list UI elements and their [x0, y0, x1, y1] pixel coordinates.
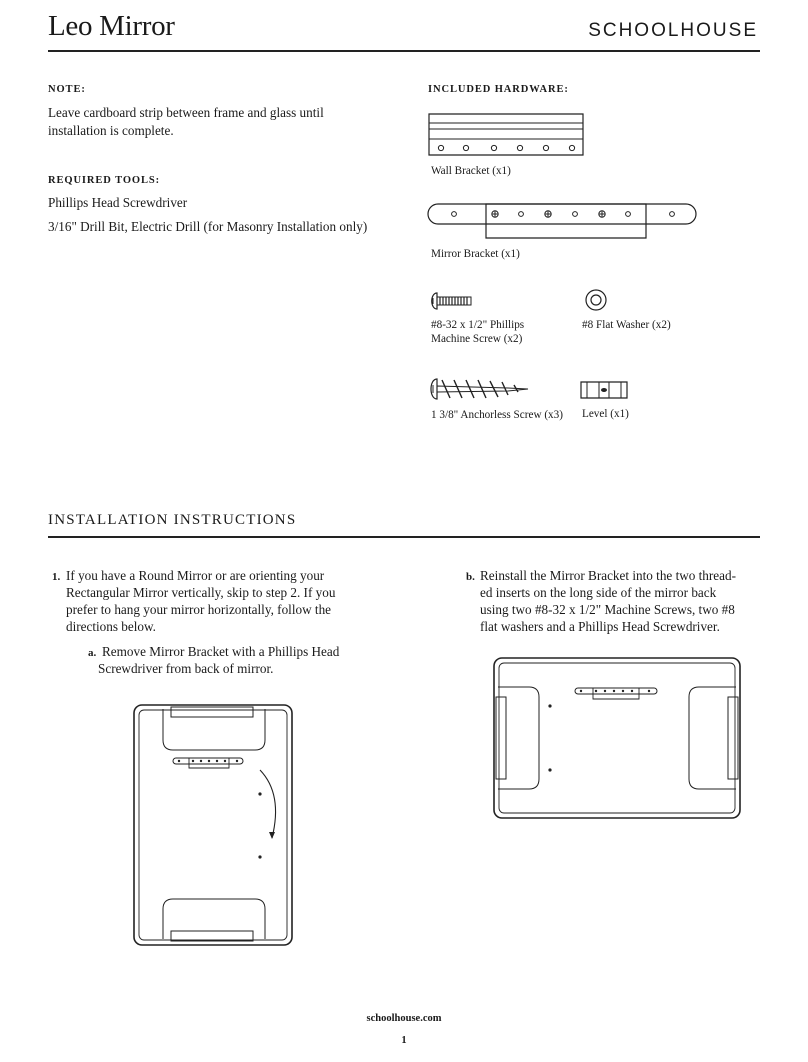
machine-screw-caption-line1: #8-32 x 1/2" Phillips — [431, 319, 525, 331]
anchorless-screw-icon — [428, 376, 534, 404]
flat-washer-icon — [585, 289, 609, 313]
instructions-divider — [48, 536, 760, 538]
step-b-number: b. — [466, 571, 475, 583]
flat-washer-caption: #8 Flat Washer (x2) — [582, 319, 671, 331]
horizontal-mirror-back-illustration — [493, 657, 743, 823]
step1-line3: prefer to hang your mirror horizontally, follow the — [66, 602, 332, 617]
mirror-bracket-illustration — [428, 200, 700, 240]
step-a-line2: Screwdriver from back of mirror. — [98, 661, 274, 676]
footer-url[interactable]: schoolhouse.com — [366, 1013, 442, 1024]
level-icon — [580, 381, 630, 401]
tool-drill: 3/16" Drill Bit, Electric Drill (for Masonry Installation only) — [48, 219, 368, 234]
machine-screw-caption-line2: Machine Screw (x2) — [431, 333, 523, 345]
mirror-bracket-caption: Mirror Bracket (x1) — [431, 248, 520, 260]
step-a-number: a. — [88, 647, 97, 659]
anchorless-screw-caption: 1 3/8" Anchorless Screw (x3) — [431, 409, 563, 421]
step-b-line2: ed inserts on the long side of the mirror back — [480, 585, 717, 600]
page-number: 1 — [401, 1035, 407, 1046]
step1-line1: If you have a Round Mirror or are orienting your — [66, 568, 325, 583]
tool-screwdriver: Phillips Head Screwdriver — [48, 195, 188, 210]
wall-bracket-caption: Wall Bracket (x1) — [431, 165, 511, 177]
level-caption: Level (x1) — [582, 408, 629, 420]
step-b-line3: using two #8-32 x 1/2" Machine Screws, two #8 — [480, 602, 735, 617]
brand-logo: SCHOOLHOUSE — [588, 20, 758, 41]
hardware-label: INCLUDED HARDWARE: — [428, 84, 569, 95]
step1-line4: directions below. — [66, 619, 156, 634]
header-divider — [48, 50, 760, 52]
instructions-title: INSTALLATION INSTRUCTIONS — [48, 512, 297, 528]
machine-screw-icon — [428, 290, 478, 314]
wall-bracket-illustration — [428, 112, 588, 160]
step-b-line4: flat washers and a Phillips Head Screwdriver. — [480, 619, 720, 634]
step-a-line1: Remove Mirror Bracket with a Phillips Head — [102, 644, 340, 659]
tools-label: REQUIRED TOOLS: — [48, 175, 161, 186]
vertical-mirror-back-illustration — [133, 704, 295, 948]
step1-line2: Rectangular Mirror vertically, skip to step 2. If you — [66, 585, 336, 600]
note-text-line1: Leave cardboard strip between frame and glass until — [48, 105, 324, 120]
step-b-line1: Reinstall the Mirror Bracket into the two thread- — [480, 568, 736, 583]
page-title: Leo Mirror — [48, 10, 175, 42]
note-text-line2: installation is complete. — [48, 123, 174, 138]
note-label: NOTE: — [48, 84, 86, 95]
step1-number: 1. — [52, 571, 61, 583]
